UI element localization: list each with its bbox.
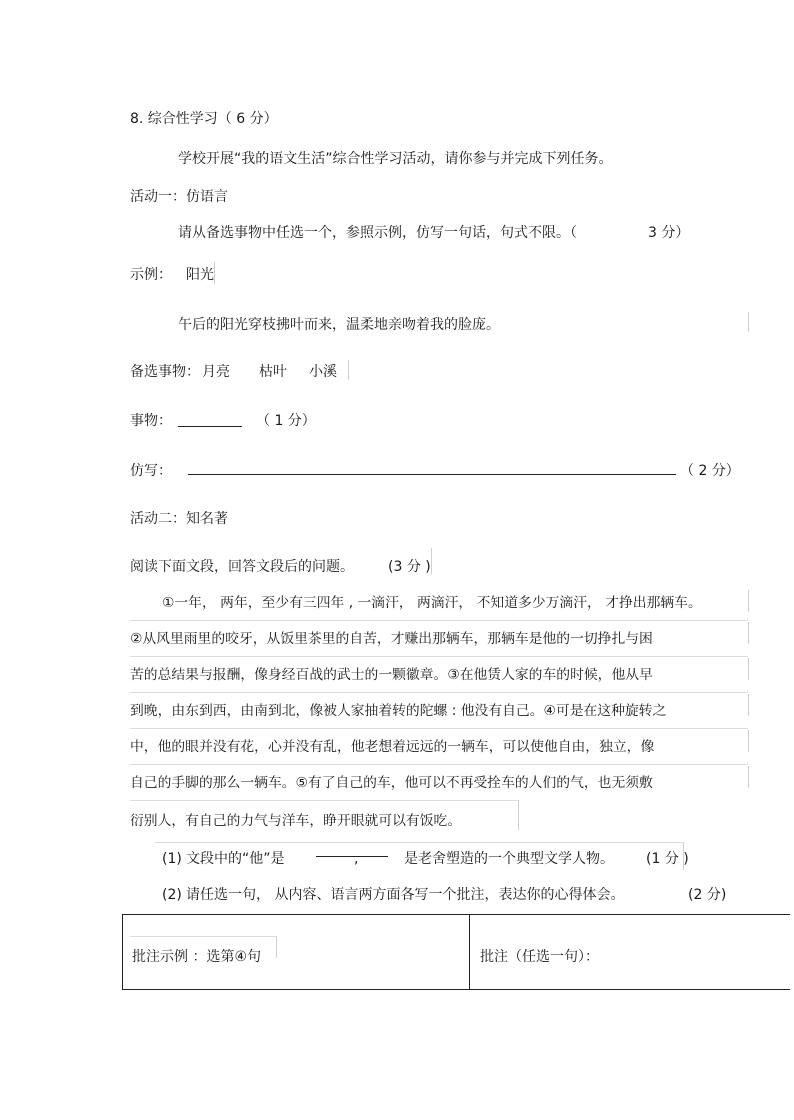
scan-artifact [748,766,749,788]
passage-line: 到晚，由东到西，由南到北，像被人家抽着转的陀螺 : 他没有自己。④可是在这种旋转之 [130,703,667,719]
q1-blank[interactable] [316,856,388,857]
activity1-instruction: 请从备选事物中任选一个，参照示例，仿写一句话，句式不限。（ [178,225,577,241]
scan-artifact [130,764,748,765]
example-label: 示例： [130,267,172,283]
passage-line: 自己的手脚的那么一辆车。⑤有了自己的车，他可以不再受拴车的人们的气，也无须敷 [130,775,653,791]
example-sentence: 午后的阳光穿枝拂叶而来，温柔地亲吻着我的脸庞。 [178,317,500,333]
activity2-title: 活动二：知名著 [130,511,228,527]
question-heading: 8. 综合性学习（ 6 分） [130,111,278,127]
passage-line: ②从风里雨里的咬牙，从饭里茶里的自苦，才赚出那辆车，那辆车是他的一切挣扎与困 [130,631,653,647]
imitate-blank[interactable] [188,474,676,475]
question-intro: 学校开展“我的语文生活”综合性学习活动，请你参与并完成下列任务。 [178,151,613,167]
passage-line: 苦的总结果与报酬，像身经百战的武士的一颗徽章。③在他赁人家的车的时候，他从早 [130,667,653,683]
candidate-leaf: 枯叶 [259,364,287,380]
scan-artifact [431,548,432,574]
activity1-title: 活动一：仿语言 [130,189,228,205]
scan-artifact [748,658,749,680]
scan-artifact [130,620,748,621]
q1-separator: , [354,851,359,867]
scan-artifact [130,936,276,937]
scan-artifact [348,360,349,380]
table-left-cell: 批注示例 ：选第④句 [132,949,262,965]
table-border-left [122,914,123,990]
scan-artifact [748,730,749,752]
example-word: 阳光 [186,267,214,283]
scan-artifact [748,590,749,612]
scan-artifact [130,692,748,693]
scan-artifact [155,842,683,843]
read-instruction: 阅读下面文段，回答文段后的问题。 [130,559,354,575]
thing-blank[interactable] [178,426,242,427]
thing-label: 事物： [130,413,172,429]
thing-score: （ 1 分） [256,413,316,429]
table-right-cell[interactable]: 批注（任选一句）： [480,949,599,965]
scan-artifact [130,800,518,801]
q1-text-a: 文段中的“他”是 [186,851,285,867]
passage-line: 中，他的眼并没有花，心并没有乱，他老想着远远的一辆车，可以使他自由，独立，像 [130,739,655,755]
q1-text-b: 是老舍塑造的一个典型文学人物。 [404,851,614,867]
scan-artifact [748,622,749,644]
scan-artifact [214,262,215,284]
imitate-score: （ 2 分） [680,463,740,479]
candidate-stream: 小溪 [309,364,337,380]
scan-artifact [748,694,749,716]
q1-score: (1 分 ) [646,851,689,867]
table-divider [469,914,470,990]
candidates-label: 备选事物： [130,364,200,380]
activity1-instruction-score: 3 分） [648,225,690,241]
scan-artifact [130,656,748,657]
q1-number: (1) [162,851,182,867]
scan-artifact [748,312,749,332]
scan-artifact [276,936,277,958]
imitate-label: 仿写： [130,463,172,479]
passage-line: ①一年， 两年，至少有三四年 , 一滴汗， 两滴汗， 不知道多少万滴汗， 才挣出那辆车。 [162,595,702,611]
scan-artifact [518,800,519,830]
passage-line: 衍别人，有自己的力气与洋车，睁开眼就可以有饭吃。 [130,813,462,829]
scan-artifact [130,728,748,729]
read-score: (3 分 ) [388,559,431,575]
table-border-bottom [122,989,790,990]
q2-number: (2) [162,887,182,903]
q2-score: (2 分) [688,887,727,903]
q2-text: 请任选一句， 从内容、语言两方面各写一个批注，表达你的心得体会。 [186,887,625,903]
candidate-moon: 月亮 [202,364,230,380]
table-border-top [122,914,790,915]
